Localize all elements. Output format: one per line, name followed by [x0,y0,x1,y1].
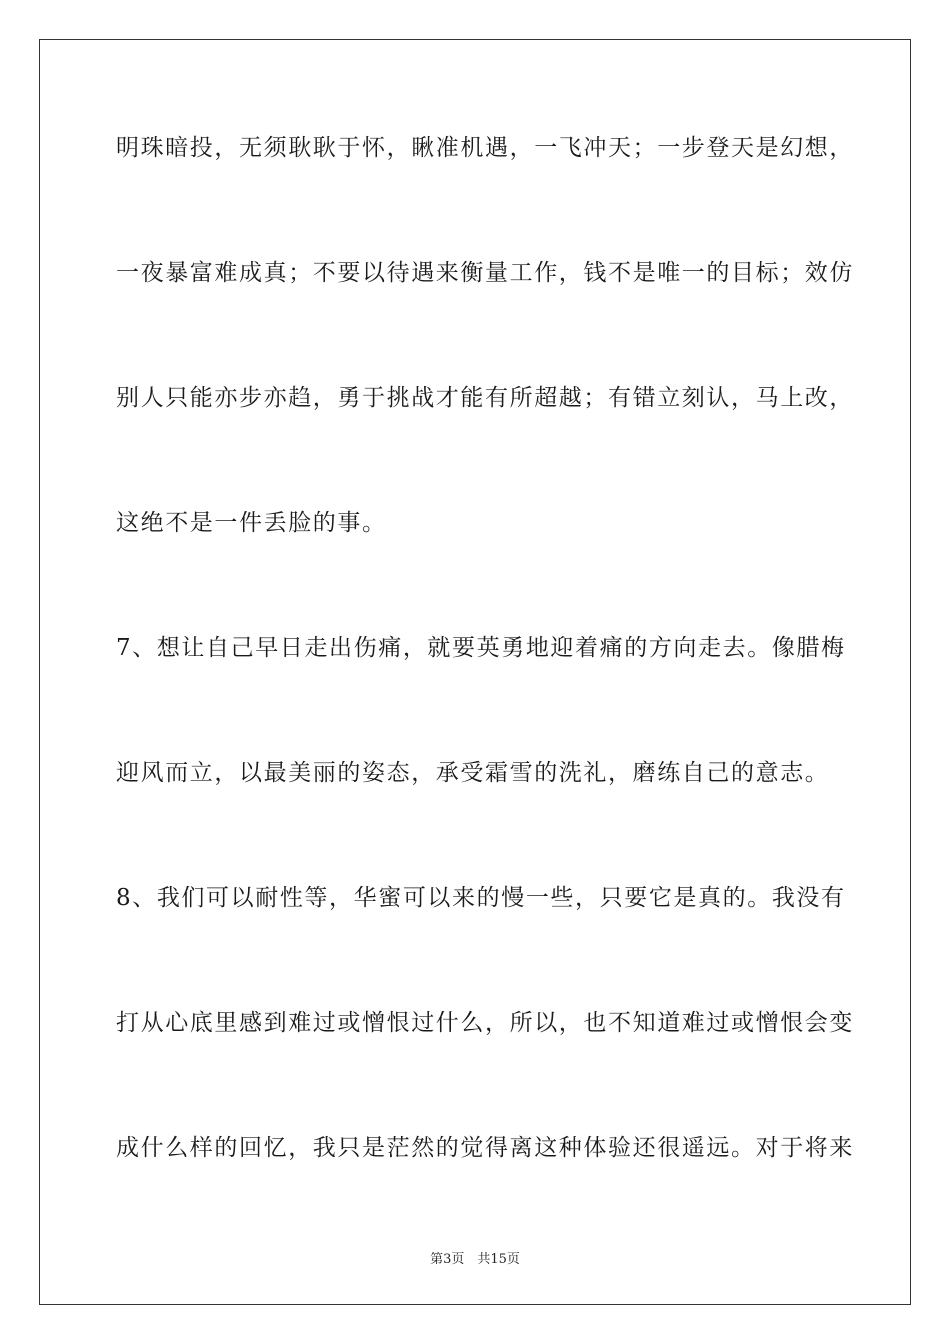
text-line-9: 成什么样的回忆，我只是茫然的觉得离这种体验还很遥远。对于将来 [116,1135,854,1161]
text-line-5: 7、想让自己早日走出伤痛，就要英勇地迎着痛的方向走去。像腊梅 [116,635,846,661]
page-border [39,39,911,1305]
text-line-1: 明珠暗投，无须耿耿于怀，瞅准机遇，一飞冲天；一步登天是幻想， [116,135,854,161]
text-line-6: 迎风而立，以最美丽的姿态，承受霜雪的洗礼，磨练自己的意志。 [116,760,830,786]
text-line-8: 打从心底里感到难过或憎恨过什么，所以，也不知道难过或憎恨会变 [116,1010,854,1036]
text-line-4: 这绝不是一件丢脸的事。 [116,510,387,536]
text-line-7: 8、我们可以耐性等，华蜜可以来的慢一些，只要它是真的。我没有 [116,885,846,911]
text-line-3: 别人只能亦步亦趋，勇于挑战才能有所超越；有错立刻认，马上改， [116,385,854,411]
text-line-2: 一夜暴富难成真；不要以待遇来衡量工作，钱不是唯一的目标；效仿 [116,260,854,286]
page-number-footer: 第3页 共15页 [430,1252,520,1267]
